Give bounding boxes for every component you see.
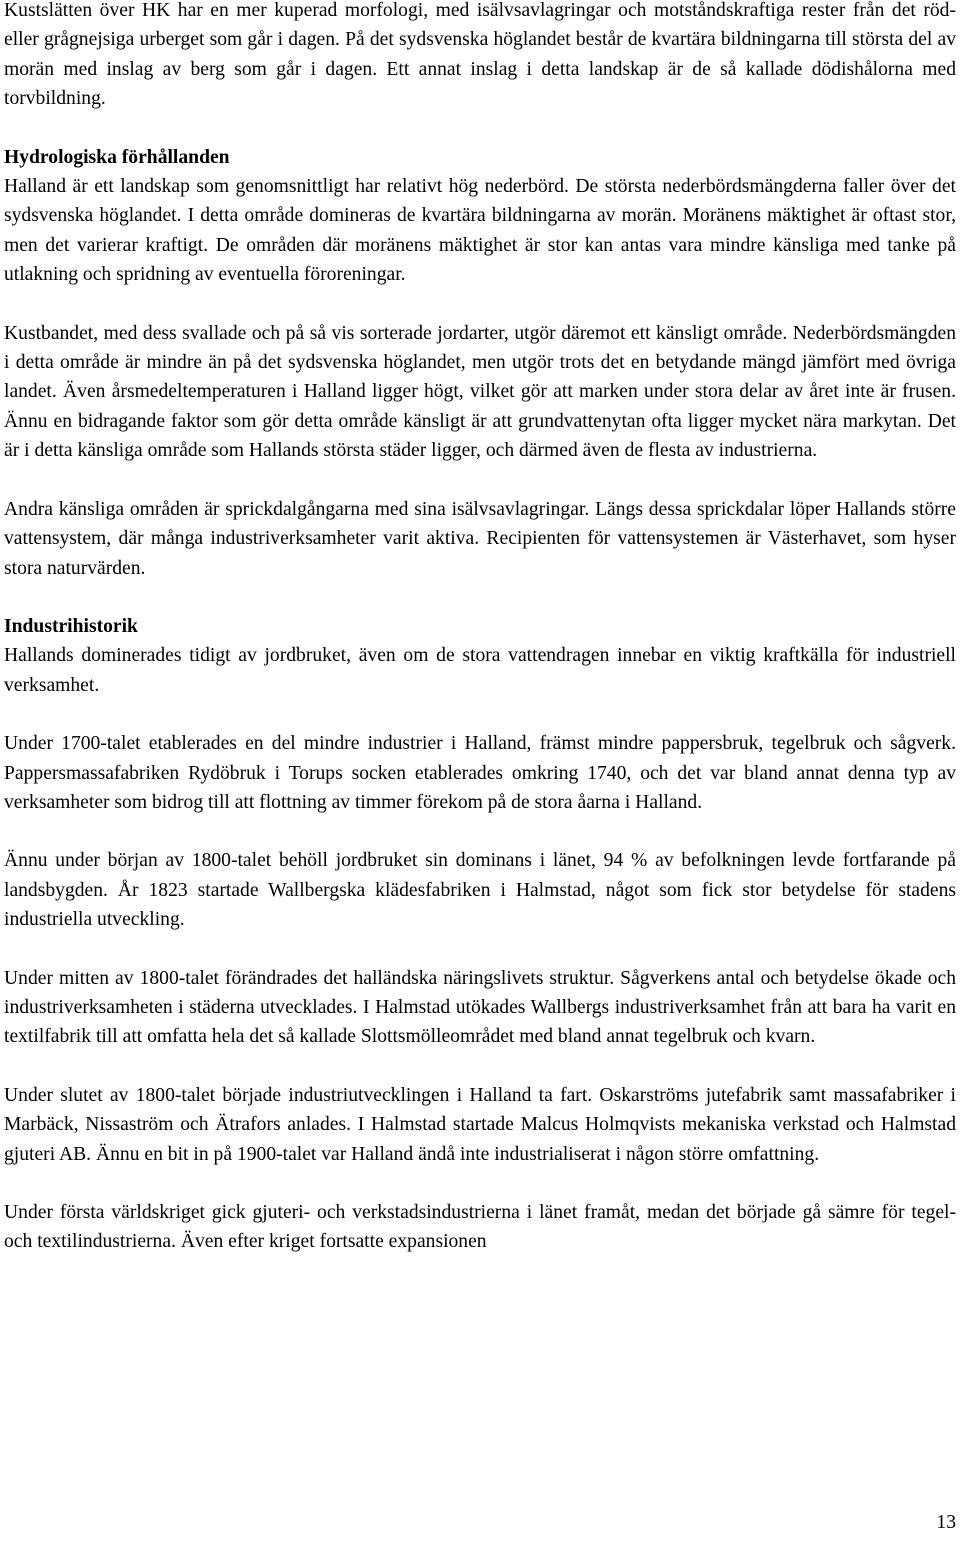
paragraph-block — [4, 1081, 956, 1169]
paragraph: Under mitten av 1800-talet förändrades det halländska näringslivets struktur. Sågverkens antal och betydelse ökade och industriverksamheten i städerna utvecklades. I Halmstad utökades Wallbergs industriverksamhet från att bara ha varit en textilfabrik till att omfatta hela det så kallade Slottsmölleområdet med bland annat tegelbruk och kvarn. — [4, 967, 956, 1048]
paragraph: Halland är ett landskap som genomsnittligt har relativt hög nederbörd. De största nederbördsmängderna faller över det sydsvenska höglandet. I detta område domineras de kvartära bildningarna av morän. Moränens mäktighet är oftast stor, men det varierar kraftigt. De områden där moränens mäktighet är stor kan antas vara mindre känsliga med tanke på utlakning och spridning av eventuella föroreningar. — [4, 176, 956, 286]
paragraph: Ännu under början av 1800-talet behöll jordbruket sin dominans i länet, 94 % av befolkningen levde fortfarande på landsbygden. År 1823 startade Wallbergska klädesfabriken i Halmstad, något som fick stor betydelse för stadens industriella utveckling. — [4, 850, 956, 931]
paragraph-block — [4, 319, 956, 466]
section-heading: Industrihistorik — [4, 615, 138, 637]
section-heading: Hydrologiska förhållanden — [4, 146, 230, 168]
paragraph-block — [4, 729, 956, 817]
paragraph-block — [4, 1198, 956, 1257]
paragraph-block — [4, 0, 956, 114]
paragraph: Under slutet av 1800-talet började industriutvecklingen i Halland ta fart. Oskarströms jutefabrik samt massafabriker i Marbäck, Nissaström och Ätrafors anlades. I Halmstad startade Malcus Holmqvists mekaniska verkstad och Halmstad gjuteri AB. Ännu en bit in på 1900-talet var Halland ändå inte industrialiserat i någon större omfattning. — [4, 1084, 956, 1165]
paragraph: Kustbandet, med dess svallade och på så vis sorterade jordarter, utgör däremot ett känsligt område. Nederbördsmängden i detta område är mindre än på det sydsvenska höglandet, men utgör trots det en betydande mängd jämfört med övriga landet. Även årsmedeltemperaturen i Halland ligger högt, vilket gör att marken under stora delar av året inte är frusen. Ännu en bidragande faktor som gör detta område känsligt är att grundvattenytan ofta ligger mycket nära markytan. Det är i detta känsliga område som Hallands största städer ligger, och därmed även de flesta av industrierna. — [4, 322, 956, 462]
section-hydrology — [4, 143, 956, 290]
paragraph-block — [4, 495, 956, 583]
section-industry-history — [4, 612, 956, 700]
page-number: 13 — [936, 1512, 956, 1533]
paragraph: Under 1700-talet etablerades en del mindre industrier i Halland, främst mindre pappersbruk, tegelbruk och sågverk. Pappersmassafabriken Rydöbruk i Torups socken etablerades omkring 1740, och det var bland annat denna typ av verksamheter som bidrog till att flottning av timmer förekom på de stora åarna i Halland. — [4, 733, 956, 813]
paragraph-block — [4, 846, 956, 934]
paragraph: Andra känsliga områden är sprickdalgångarna med sina isälvsavlagringar. Längs dessa sprickdalar löper Hallands större vattensystem, där många industriverksamheter varit aktiva. Recipienten för vattensystemen är Västerhavet, som hyser stora naturvärden. — [4, 498, 956, 579]
paragraph: Under första världskriget gick gjuteri- och verkstadsindustrierna i länet framåt, medan det började gå sämre för tegel- och textilindustrierna. Även efter kriget fortsatte expansionen — [4, 1202, 956, 1253]
paragraph: Hallands dominerades tidigt av jordbruket, även om de stora vattendragen innebar en viktig kraftkälla för industriell verksamhet. — [4, 645, 956, 696]
paragraph: Kustslätten över HK har en mer kuperad morfologi, med isälvsavlagringar och motståndskraftiga rester från det röd- eller grågnejsiga urberget som går i dagen. På det sydsvenska höglandet består de kvartära bildningarna till största del av morän med inslag av berg som går i dagen. Ett annat inslag i detta landskap är de så kallade dödishålorna med torvbildning. — [4, 0, 956, 110]
paragraph-block — [4, 964, 956, 1052]
